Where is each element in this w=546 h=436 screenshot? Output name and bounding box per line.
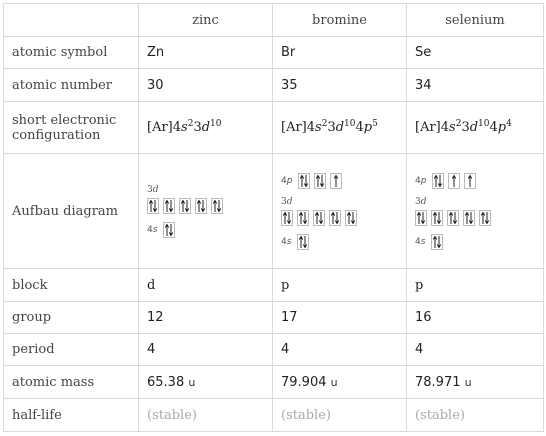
row-electron-config bbox=[4, 102, 544, 154]
subshell-label: 3d bbox=[147, 184, 159, 195]
orbital-box bbox=[415, 210, 427, 226]
cell-selenium-halflife: (stable) bbox=[407, 399, 544, 432]
subshell-label: 4p bbox=[415, 175, 427, 186]
header-corner bbox=[4, 4, 139, 37]
spin-down-arrow-icon bbox=[437, 236, 441, 248]
mass-unit: u bbox=[188, 375, 196, 389]
orbital-box bbox=[479, 210, 491, 226]
subshell-label: 3d bbox=[281, 196, 293, 207]
config-core: [Ar] bbox=[147, 120, 173, 135]
orbital-box bbox=[281, 210, 293, 226]
cell-bromine-mass bbox=[273, 366, 407, 399]
mass-unit: u bbox=[464, 375, 472, 389]
config-core: [Ar] bbox=[415, 120, 441, 135]
subshell-row bbox=[281, 234, 406, 250]
orbital-box bbox=[297, 234, 309, 250]
row-aufbau-diagram bbox=[4, 154, 544, 269]
orbital-box bbox=[464, 173, 476, 189]
header-row bbox=[4, 4, 544, 37]
mass-value: 78.971 bbox=[415, 374, 461, 390]
subshell-label: 4s bbox=[415, 236, 426, 247]
subshell-label: 4s bbox=[281, 236, 292, 247]
element-comparison-table bbox=[3, 3, 544, 432]
aufbau-diagram bbox=[415, 173, 543, 250]
config-term: $4s^2$ bbox=[440, 119, 462, 135]
cell-zinc-block: d bbox=[139, 269, 273, 302]
orbital-box bbox=[314, 173, 326, 189]
cell-bromine-period: 4 bbox=[273, 334, 407, 366]
cell-bromine-halflife: (stable) bbox=[273, 399, 407, 432]
spin-down-arrow-icon bbox=[453, 212, 457, 224]
orbital-box bbox=[298, 173, 310, 189]
orbital-box bbox=[195, 198, 207, 214]
orbital-box bbox=[447, 210, 459, 226]
header-bromine: bromine bbox=[273, 4, 407, 37]
spin-down-arrow-icon bbox=[351, 212, 355, 224]
config-term: $4p^5$ bbox=[355, 119, 378, 135]
config-term: $3d^{10}$ bbox=[461, 119, 490, 135]
spin-down-arrow-icon bbox=[303, 236, 307, 248]
mass-value: 65.38 bbox=[147, 374, 185, 390]
row-label: atomic mass bbox=[4, 366, 139, 399]
cell-bromine-config bbox=[273, 102, 407, 154]
spin-down-arrow-icon bbox=[421, 212, 425, 224]
subshell-label: 3d bbox=[415, 196, 427, 207]
subshell-row bbox=[415, 173, 543, 189]
spin-down-arrow-icon bbox=[469, 212, 473, 224]
orbital-box bbox=[345, 210, 357, 226]
spin-up-arrow-icon bbox=[334, 175, 338, 187]
cell-bromine-group: 17 bbox=[273, 302, 407, 334]
subshell-row bbox=[281, 210, 406, 226]
cell-zinc-halflife: (stable) bbox=[139, 399, 273, 432]
cell-zinc-mass bbox=[139, 366, 273, 399]
row-label: atomic number bbox=[4, 69, 139, 102]
config-term: $4p^4$ bbox=[489, 119, 512, 135]
orbital-box bbox=[179, 198, 191, 214]
cell-selenium-period: 4 bbox=[407, 334, 544, 366]
row-label: half-life bbox=[4, 399, 139, 432]
cell-zinc-group: 12 bbox=[139, 302, 273, 334]
spin-down-arrow-icon bbox=[169, 224, 173, 236]
spin-down-arrow-icon bbox=[303, 212, 307, 224]
spin-up-arrow-icon bbox=[468, 175, 472, 187]
spin-down-arrow-icon bbox=[287, 212, 291, 224]
spin-down-arrow-icon bbox=[185, 200, 189, 212]
orbital-box bbox=[330, 173, 342, 189]
orbital-box bbox=[211, 198, 223, 214]
spin-down-arrow-icon bbox=[201, 200, 205, 212]
row-period bbox=[4, 334, 544, 366]
orbital-box bbox=[297, 210, 309, 226]
row-block bbox=[4, 269, 544, 302]
orbital-box bbox=[431, 210, 443, 226]
orbital-box bbox=[431, 234, 443, 250]
cell-bromine-aufbau bbox=[273, 154, 407, 269]
config-core: [Ar] bbox=[281, 120, 307, 135]
row-label: period bbox=[4, 334, 139, 366]
subshell-row bbox=[281, 173, 406, 189]
header-selenium: selenium bbox=[407, 4, 544, 37]
spin-down-arrow-icon bbox=[438, 175, 442, 187]
row-label: short electronic configuration bbox=[4, 102, 139, 154]
orbital-box bbox=[448, 173, 460, 189]
cell-selenium-aufbau bbox=[407, 154, 544, 269]
row-half-life bbox=[4, 399, 544, 432]
orbital-box bbox=[313, 210, 325, 226]
orbital-box bbox=[163, 222, 175, 238]
subshell-row bbox=[415, 234, 543, 250]
config-term: $4s^2$ bbox=[306, 119, 328, 135]
row-atomic-symbol bbox=[4, 37, 544, 69]
cell-zinc-period: 4 bbox=[139, 334, 273, 366]
cell-selenium-symbol: Se bbox=[407, 37, 544, 69]
orbital-box bbox=[463, 210, 475, 226]
row-group bbox=[4, 302, 544, 334]
config-term: $4s^2$ bbox=[172, 119, 194, 135]
cell-selenium-group: 16 bbox=[407, 302, 544, 334]
spin-down-arrow-icon bbox=[217, 200, 221, 212]
subshell-label: 4s bbox=[147, 224, 158, 235]
spin-down-arrow-icon bbox=[485, 212, 489, 224]
config-term: $3d^{10}$ bbox=[327, 119, 356, 135]
row-atomic-mass bbox=[4, 366, 544, 399]
cell-bromine-symbol: Br bbox=[273, 37, 407, 69]
mass-value: 79.904 bbox=[281, 374, 327, 390]
cell-selenium-number: 34 bbox=[407, 69, 544, 102]
cell-selenium-config bbox=[407, 102, 544, 154]
cell-zinc-number: 30 bbox=[139, 69, 273, 102]
spin-down-arrow-icon bbox=[320, 175, 324, 187]
subshell-row bbox=[147, 198, 272, 214]
cell-bromine-number: 35 bbox=[273, 69, 407, 102]
cell-bromine-block: p bbox=[273, 269, 407, 302]
row-label: Aufbau diagram bbox=[4, 154, 139, 269]
subshell-row bbox=[415, 210, 543, 226]
aufbau-diagram bbox=[147, 185, 272, 238]
subshell-row bbox=[147, 222, 272, 238]
orbital-box bbox=[329, 210, 341, 226]
orbital-box bbox=[432, 173, 444, 189]
spin-down-arrow-icon bbox=[437, 212, 441, 224]
row-label: atomic symbol bbox=[4, 37, 139, 69]
spin-up-arrow-icon bbox=[452, 175, 456, 187]
orbital-box bbox=[147, 198, 159, 214]
cell-zinc-aufbau bbox=[139, 154, 273, 269]
mass-unit: u bbox=[330, 375, 338, 389]
config-term: $3d^{10}$ bbox=[193, 119, 222, 135]
row-label: block bbox=[4, 269, 139, 302]
spin-down-arrow-icon bbox=[153, 200, 157, 212]
cell-zinc-symbol: Zn bbox=[139, 37, 273, 69]
subshell-label: 4p bbox=[281, 175, 293, 186]
header-zinc: zinc bbox=[139, 4, 273, 37]
row-atomic-number bbox=[4, 69, 544, 102]
spin-down-arrow-icon bbox=[319, 212, 323, 224]
orbital-box bbox=[163, 198, 175, 214]
spin-down-arrow-icon bbox=[304, 175, 308, 187]
aufbau-diagram bbox=[281, 173, 406, 250]
spin-down-arrow-icon bbox=[335, 212, 339, 224]
spin-down-arrow-icon bbox=[169, 200, 173, 212]
cell-selenium-mass bbox=[407, 366, 544, 399]
cell-zinc-config bbox=[139, 102, 273, 154]
cell-selenium-block: p bbox=[407, 269, 544, 302]
row-label: group bbox=[4, 302, 139, 334]
